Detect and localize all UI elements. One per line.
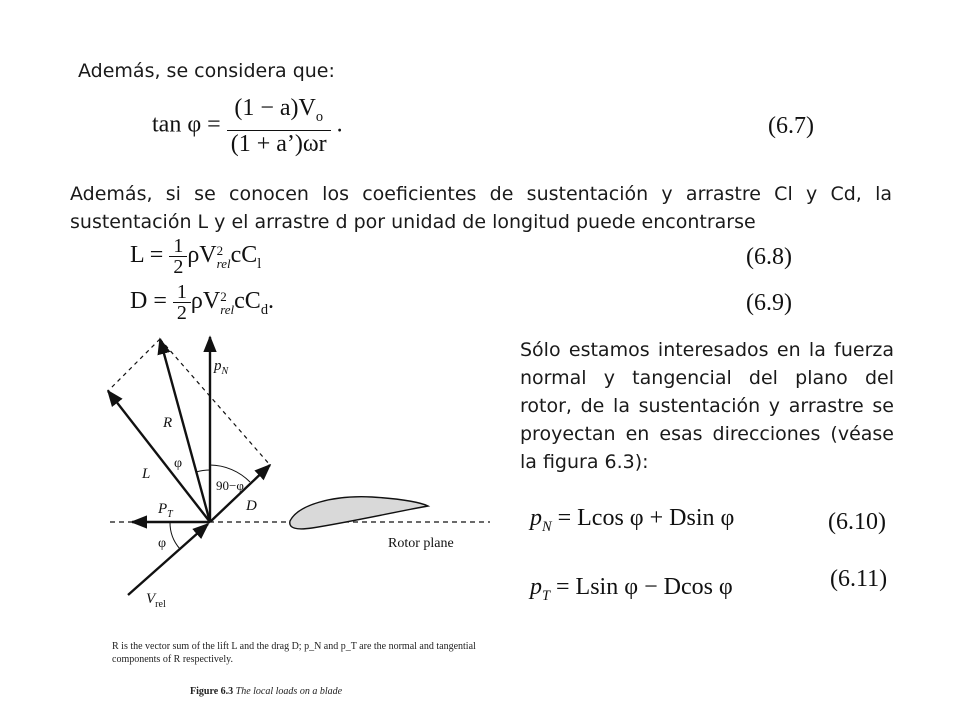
equation-6-9 (130, 282, 274, 323)
eq611-lhs-sub: T (542, 587, 551, 604)
label-l: L (142, 466, 151, 482)
label-d: D (246, 498, 257, 514)
airfoil-shape (290, 497, 428, 529)
eq67-num-sub: o (315, 108, 324, 125)
label-rotor-plane: Rotor plane (388, 536, 454, 551)
intro-text: Además, se considera que: (78, 60, 335, 82)
dashed-lift-projection (108, 339, 160, 391)
eq68-sup: 2 (216, 242, 224, 258)
vrel-vector (128, 524, 208, 595)
eq69-number: (6.9) (746, 290, 792, 316)
eq69-half: $\frac{1}{2}$ (173, 282, 191, 323)
eq68-half: $\frac{1}{2}$ (169, 236, 187, 277)
label-vrel: $V_{rel}$ (146, 591, 166, 610)
eq611-rhs: = Lsin φ − Dcos φ (556, 574, 733, 600)
eq68-sub: rel (216, 255, 231, 271)
eq610-number: (6.10) (828, 509, 886, 535)
blade-force-diagram (100, 325, 495, 615)
paragraph-lift-drag: Además, si se conocen los coeficientes de sustentación y arrastre Cl y Cd, la sustentación L y el arrastre d por unidad de longitud puede encontrarse (70, 183, 892, 233)
label-phi-lower: φ (158, 536, 167, 551)
eq68-number: (6.8) (746, 244, 792, 270)
equation-6-8 (130, 236, 261, 277)
equation-6-10 (530, 505, 734, 536)
eq67-numerator: (1 − a)V (234, 95, 316, 121)
label-phi-upper: φ (174, 456, 183, 471)
angle-arc-lower (170, 522, 180, 549)
eq67-lhs: tan φ = (152, 111, 221, 138)
eq69-tail: . (268, 288, 275, 315)
eq68-rest: cC (230, 242, 258, 269)
figure-number: Figure 6.3 (190, 686, 234, 697)
eq67-denominator: (1 + a’)ωr (230, 130, 327, 157)
eq68-mid: ρV (187, 242, 217, 269)
eq67-fraction (227, 95, 331, 157)
label-r: R (163, 415, 173, 431)
eq69-rest-sub: d (260, 301, 269, 318)
eq68-lhs: L = (130, 242, 164, 269)
label-angle-90-phi: 90−φ (216, 478, 244, 493)
eq67-number: (6.7) (768, 113, 814, 139)
eq611-lhs: p (530, 574, 542, 600)
eq69-rest: cC (234, 288, 261, 315)
equation-6-11 (530, 574, 733, 605)
eq69-sub: rel (220, 301, 235, 317)
figure-caption: R is the vector sum of the lift L and the drag D; p_N and p_T are the normal and tangential components of R respectively. (112, 641, 476, 665)
label-pt: $P_T$ (158, 501, 173, 520)
figure-title-text: The local loads on a blade (235, 686, 343, 697)
eq611-number: (6.11) (830, 566, 888, 592)
paragraph-normal-tangential: Sólo estamos interesados en la fuerza normal y tangencial del plano del rotor, de la sustentación y arrastre se proyectan en esas direcciones (véase la figura 6.3): (520, 339, 894, 473)
eq610-lhs-sub: N (542, 518, 552, 535)
label-pn: $p_N$ (214, 358, 229, 377)
eq69-mid: ρV (190, 288, 221, 315)
eq610-rhs: = Lcos φ + Dsin φ (557, 505, 735, 531)
eq610-lhs: p (530, 505, 542, 531)
eq67-tail: . (336, 111, 343, 138)
angle-arc-upper (196, 470, 210, 472)
eq68-rest-sub: l (257, 255, 262, 272)
equation-6-7 (152, 95, 343, 157)
eq69-sup: 2 (220, 288, 227, 304)
eq69-lhs: D = (130, 288, 167, 315)
figure-title (190, 686, 342, 697)
